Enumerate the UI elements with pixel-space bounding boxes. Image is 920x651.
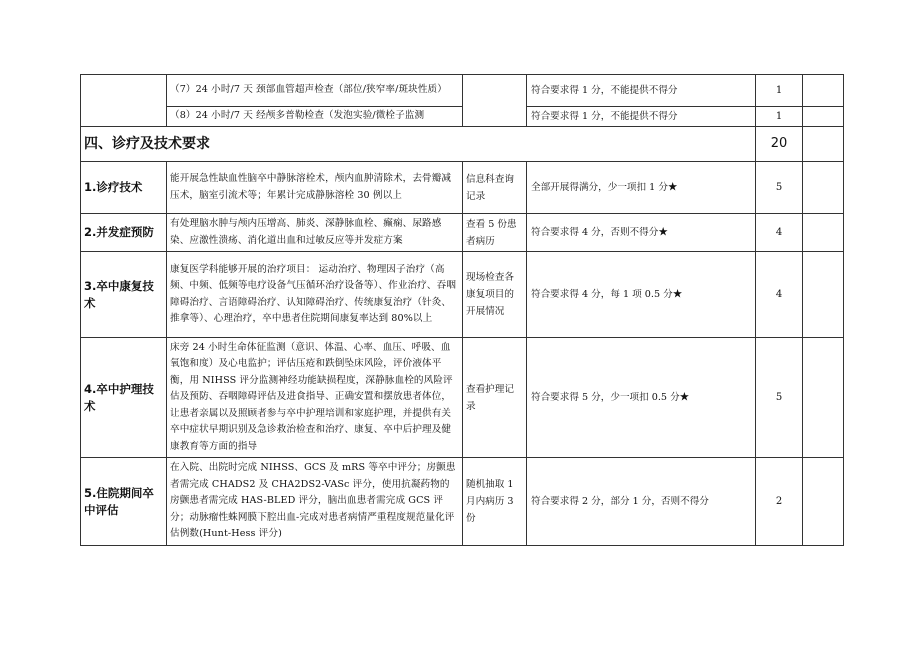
item-name: 3.卒中康复技术 [81,252,167,338]
table-row [81,75,844,107]
empty-cell [803,458,844,546]
row-standard: 符合要求得 1 分，不能提供不得分 [527,75,756,107]
section-score: 20 [756,127,803,162]
row-content: （7）24 小时/7 天 颈部血管超声检查（部位/狭窄率/斑块性质） [167,75,463,107]
empty-cell [803,75,844,107]
table-row [81,214,844,252]
item-method: 随机抽取 1 月内病历 3 份 [463,458,527,546]
empty-item-cell [81,75,167,127]
row-score: 1 [756,75,803,107]
empty-cell [803,162,844,214]
item-score: 5 [756,162,803,214]
empty-method-cell [463,75,527,127]
assessment-table-page [80,74,843,546]
item-standard: 符合要求得 4 分，否则不得分★ [527,214,756,252]
item-method: 信息科查询记录 [463,162,527,214]
item-score: 2 [756,458,803,546]
row-content: （8）24 小时/7 天 经颅多普勒检查（发泡实验/微栓子监测 [167,107,463,127]
item-score: 5 [756,338,803,458]
empty-cell [803,127,844,162]
empty-cell [803,214,844,252]
row-standard: 符合要求得 1 分，不能提供不得分 [527,107,756,127]
item-content: 在入院、出院时完成 NIHSS、GCS 及 mRS 等卒中评分；房颤患者需完成 CHADS2 及 CHA2DS2-VASc 评分，使用抗凝药物的房颤患者需完成 HAS-BLED 评分，脑出血患者需完成 GCS 评分；动脉瘤性蛛网膜下腔出血-完成对患者病情严重程度规范量化评估例数(Hunt-Hess 评分) [167,458,463,546]
table-row [81,338,844,458]
item-score: 4 [756,252,803,338]
section-header-row [81,127,844,162]
item-name: 2.并发症预防 [81,214,167,252]
item-standard: 符合要求得 2 分，部分 1 分，否则不得分 [527,458,756,546]
section-title: 四、诊疗及技术要求 [81,127,756,162]
item-standard: 全部开展得满分，少一项扣 1 分★ [527,162,756,214]
empty-cell [803,338,844,458]
item-standard: 符合要求得 5 分，少一项扣 0.5 分★ [527,338,756,458]
item-standard: 符合要求得 4 分，每 1 项 0.5 分★ [527,252,756,338]
item-score: 4 [756,214,803,252]
item-name: 1.诊疗技术 [81,162,167,214]
empty-cell [803,107,844,127]
item-content: 床旁 24 小时生命体征监测（意识、体温、心率、血压、呼吸、血氧饱和度）及心电监护；评估压疮和跌倒坠床风险，评价液体平衡，用 NIHSS 评分监测神经功能缺损程度，深静脉血栓的风险评估及预防、吞咽障碍评估及进食指导、正确安置和摆放患者体位，让患者亲属以及照顾者参与卒中护理培训和家庭护理，并提供有关卒中症状早期识别及急诊救治检查和治疗、康复、卒中后护理及健康教育等方面的指导 [167,338,463,458]
item-content: 能开展急性缺血性脑卒中静脉溶栓术，颅内血肿清除术，去骨瓣减压术，脑室引流术等；年累计完成静脉溶栓 30 例以上 [167,162,463,214]
table-row [81,458,844,546]
item-content: 有处理脑水肿与颅内压增高、肺炎、深静脉血栓、癫痫、尿路感染、应激性溃疡、消化道出血和过敏反应等并发症方案 [167,214,463,252]
table-row [81,107,844,127]
item-method: 查看护理记录 [463,338,527,458]
item-name: 4.卒中护理技术 [81,338,167,458]
table-row [81,252,844,338]
item-method: 查看 5 份患者病历 [463,214,527,252]
row-score: 1 [756,107,803,127]
table-row [81,162,844,214]
item-name: 5.住院期间卒中评估 [81,458,167,546]
item-method: 现场检查各康复项目的开展情况 [463,252,527,338]
assessment-table [80,74,844,546]
empty-cell [803,252,844,338]
item-content: 康复医学科能够开展的治疗项目： 运动治疗、物理因子治疗（高频、中频、低频等电疗设备气压循环治疗设备等）、作业治疗、吞咽障碍治疗、言语障碍治疗、认知障碍治疗、传统康复治疗（针灸、推拿等）、心理治疗，卒中患者住院期间康复率达到 80%以上 [167,252,463,338]
